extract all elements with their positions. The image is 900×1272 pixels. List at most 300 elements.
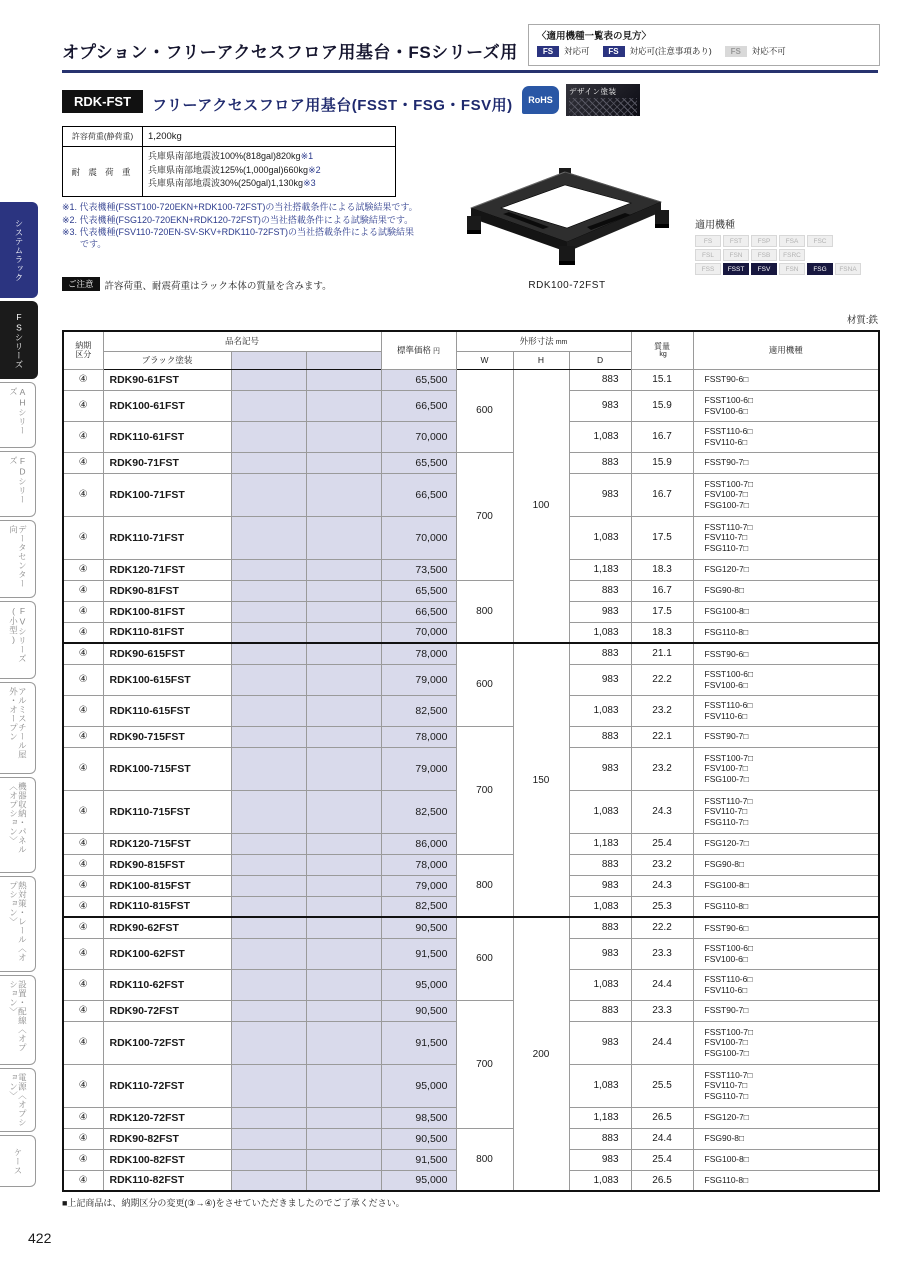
depth-cell: 883 <box>569 369 631 390</box>
width-cell: 800 <box>456 854 513 917</box>
depth-cell: 983 <box>569 1021 631 1064</box>
seismic-line <box>148 150 390 164</box>
applicable-model-line: FSV100-7□ <box>704 489 748 500</box>
variant-empty-cell <box>306 938 381 969</box>
variant-empty-cell <box>306 1149 381 1170</box>
applicable-model-line: FSST100-7□ <box>704 479 754 490</box>
note-line: ※1. 代表機種(FSST100-720EKN+RDK100-72FST)の当社搭載条件による試験結果です。 <box>62 202 418 212</box>
weight-cell: 18.3 <box>631 622 693 643</box>
model-badge: FSRC <box>779 249 805 261</box>
delivery-class-cell: ④ <box>63 473 103 516</box>
product-code-cell: RDK120-71FST <box>103 559 231 580</box>
applicable-models-cell <box>693 854 879 875</box>
test-condition-notes <box>62 202 422 251</box>
applicable-model-line: FSG90-8□ <box>704 859 745 870</box>
applicable-model-line: FSST110-7□ <box>704 796 753 807</box>
sidebar-tab: アルミスチール屋外・オープン <box>0 682 36 774</box>
delivery-class-cell: ④ <box>63 601 103 622</box>
depth-cell: 1,183 <box>569 1107 631 1128</box>
header-dimensions: 外形寸法 mm <box>456 331 631 351</box>
applicable-model-line: FSG90-8□ <box>704 585 745 596</box>
product-code-cell: RDK110-615FST <box>103 695 231 726</box>
model-badge: FST <box>723 235 749 247</box>
applicable-model-line: FSG100-8□ <box>704 606 749 617</box>
height-cell: 200 <box>513 917 569 1191</box>
variant-empty-cell <box>231 1128 306 1149</box>
delivery-class-cell: ④ <box>63 390 103 421</box>
variant-empty-cell <box>306 917 381 938</box>
width-cell: 600 <box>456 917 513 1000</box>
applicable-models-cell <box>693 747 879 790</box>
applicable-model-line: FSV110-7□ <box>704 1080 748 1091</box>
applicable-model-line: FSG110-7□ <box>704 542 749 553</box>
header-price: 標準価格 円 <box>381 331 456 369</box>
delivery-class-cell: ④ <box>63 643 103 664</box>
applicable-models-cell <box>693 790 879 833</box>
applicable-models-cell <box>693 601 879 622</box>
applicable-model-line: FSG100-7□ <box>704 773 749 784</box>
delivery-class-cell: ④ <box>63 1128 103 1149</box>
applicable-model-line: FSV110-6□ <box>704 436 748 447</box>
applicable-models-cell <box>693 580 879 601</box>
applicable-model-line: FSG110-7□ <box>704 1090 749 1101</box>
variant-empty-cell <box>306 833 381 854</box>
weight-cell: 24.4 <box>631 1021 693 1064</box>
applicable-models-cell <box>693 1170 879 1191</box>
depth-cell: 883 <box>569 580 631 601</box>
product-table-header <box>63 331 879 369</box>
sidebar-tab: 機器収納・パネル〈オプション〉 <box>0 777 36 873</box>
depth-cell: 983 <box>569 473 631 516</box>
sidebar-tab: FSシリーズ <box>0 301 38 379</box>
applicable-model-line: FSV110-7□ <box>704 532 748 543</box>
applicable-models-cell <box>693 726 879 747</box>
table-row <box>63 643 879 664</box>
seismic-line-ref: ※1 <box>300 151 314 161</box>
price-cell: 66,500 <box>381 601 456 622</box>
variant-empty-cell <box>231 390 306 421</box>
page-title: オプション・フリーアクセスフロア用基台・FSシリーズ用 <box>62 38 878 73</box>
depth-cell: 1,183 <box>569 559 631 580</box>
variant-empty-cell <box>231 726 306 747</box>
sidebar-tab: AHシリーズ <box>0 382 36 448</box>
variant-empty-cell <box>231 421 306 452</box>
delivery-class-cell: ④ <box>63 421 103 452</box>
applicable-model-line: FSST110-7□ <box>704 1070 753 1081</box>
variant-empty-cell <box>306 790 381 833</box>
seismic-line <box>148 164 390 178</box>
table-row <box>63 854 879 875</box>
weight-cell: 16.7 <box>631 580 693 601</box>
applicable-model-line: FSST110-7□ <box>704 522 753 533</box>
price-cell: 82,500 <box>381 896 456 917</box>
price-cell: 90,500 <box>381 1128 456 1149</box>
model-badge: FS <box>695 235 721 247</box>
header-h: H <box>513 351 569 369</box>
variant-empty-cell <box>306 622 381 643</box>
applicable-models-row <box>695 249 881 261</box>
applicable-model-line: FSST100-7□ <box>704 753 754 764</box>
variant-empty-cell <box>306 875 381 896</box>
delivery-class-cell: ④ <box>63 1064 103 1107</box>
weight-cell: 23.2 <box>631 854 693 875</box>
delivery-class-cell: ④ <box>63 790 103 833</box>
product-code-cell: RDK90-815FST <box>103 854 231 875</box>
variant-empty-cell <box>231 917 306 938</box>
spec-table <box>62 126 396 197</box>
model-badge: FSP <box>751 235 777 247</box>
delivery-class-cell: ④ <box>63 580 103 601</box>
weight-cell: 26.5 <box>631 1170 693 1191</box>
applicable-model-line: FSST90-6□ <box>704 922 749 933</box>
spec-row-seismic <box>63 146 395 196</box>
seismic-line-text: 兵庫県南部地震波125%(1,000gal)660kg <box>148 164 309 175</box>
product-code-cell: RDK90-715FST <box>103 726 231 747</box>
weight-cell: 23.2 <box>631 747 693 790</box>
depth-cell: 983 <box>569 390 631 421</box>
model-badge: FSNA <box>835 263 861 275</box>
applicable-model-line: FSST110-6□ <box>704 426 753 437</box>
depth-cell: 883 <box>569 452 631 473</box>
applicable-models-row <box>695 263 881 275</box>
design-paint-pattern <box>569 98 637 116</box>
variant-empty-cell <box>306 580 381 601</box>
depth-cell: 1,083 <box>569 516 631 559</box>
note-line: ※3. 代表機種(FSV110-720EN-SV-SKV+RDK110-72FST)の当社搭載条件による試験結果です。 <box>62 227 415 249</box>
product-header <box>62 90 513 115</box>
variant-empty-cell <box>306 1128 381 1149</box>
variant-empty-cell <box>231 1149 306 1170</box>
variant-empty-cell <box>306 1107 381 1128</box>
variant-empty-cell <box>306 969 381 1000</box>
variant-empty-cell <box>306 726 381 747</box>
depth-cell: 1,083 <box>569 421 631 452</box>
table-row <box>63 1128 879 1149</box>
depth-cell: 983 <box>569 601 631 622</box>
delivery-class-cell: ④ <box>63 896 103 917</box>
variant-empty-cell <box>231 601 306 622</box>
table-row <box>63 580 879 601</box>
price-cell: 78,000 <box>381 643 456 664</box>
depth-cell: 883 <box>569 1000 631 1021</box>
sidebar-tab: システムラック <box>0 202 38 298</box>
product-code-cell: RDK100-62FST <box>103 938 231 969</box>
price-cell: 91,500 <box>381 938 456 969</box>
weight-cell: 15.9 <box>631 390 693 421</box>
variant-empty-cell <box>231 969 306 1000</box>
spec-load-value: 1,200kg <box>148 131 182 142</box>
applicable-model-line: FSV100-6□ <box>704 405 748 416</box>
depth-cell: 883 <box>569 917 631 938</box>
applicable-model-line: FSV100-7□ <box>704 763 748 774</box>
variant-empty-cell <box>306 559 381 580</box>
product-code-cell: RDK120-72FST <box>103 1107 231 1128</box>
price-cell: 90,500 <box>381 917 456 938</box>
price-cell: 66,500 <box>381 473 456 516</box>
price-cell: 91,500 <box>381 1149 456 1170</box>
applicable-model-line: FSV100-6□ <box>704 679 748 690</box>
variant-empty-cell <box>231 695 306 726</box>
applicable-model-line: FSV100-7□ <box>704 1037 748 1048</box>
depth-cell: 1,083 <box>569 969 631 1000</box>
seismic-line-text: 兵庫県南部地震波30%(250gal)1,130kg <box>148 178 304 188</box>
variant-empty-cell <box>231 643 306 664</box>
applicable-models-cell <box>693 695 879 726</box>
product-code-cell: RDK90-62FST <box>103 917 231 938</box>
price-cell: 65,500 <box>381 369 456 390</box>
applicable-model-line: FSG110-7□ <box>704 816 749 827</box>
rack-base-illustration <box>443 146 691 278</box>
applicable-models-cell <box>693 1149 879 1170</box>
weight-cell: 16.7 <box>631 473 693 516</box>
applicable-models-cell <box>693 1021 879 1064</box>
rohs-icon: RoHS <box>522 86 559 114</box>
applicable-models-cell <box>693 473 879 516</box>
applicable-models-cell <box>693 369 879 390</box>
weight-cell: 23.2 <box>631 695 693 726</box>
product-code-cell: RDK90-71FST <box>103 452 231 473</box>
material-note: 材質:鉄 <box>846 315 878 326</box>
caution <box>62 277 332 292</box>
variant-empty-cell <box>306 643 381 664</box>
applicable-models-cell <box>693 1000 879 1021</box>
applicable-model-line: FSST100-7□ <box>704 1027 754 1038</box>
product-code-cell: RDK110-715FST <box>103 790 231 833</box>
weight-cell: 16.7 <box>631 421 693 452</box>
variant-empty-cell <box>231 580 306 601</box>
spec-load-label: 許容荷重(静荷重) <box>63 127 143 146</box>
weight-cell: 24.3 <box>631 875 693 896</box>
applicable-model-line: FSG100-7□ <box>704 499 749 510</box>
applicable-model-line: FSG90-8□ <box>704 1133 745 1144</box>
product-code-cell: RDK90-61FST <box>103 369 231 390</box>
design-paint-label: デザイン塗装 <box>569 87 617 96</box>
delivery-class-cell: ④ <box>63 726 103 747</box>
product-code-cell: RDK100-82FST <box>103 1149 231 1170</box>
product-code-cell: RDK100-615FST <box>103 664 231 695</box>
applicable-models-cell <box>693 1128 879 1149</box>
product-photo <box>443 146 691 278</box>
depth-cell: 1,083 <box>569 622 631 643</box>
applicable-models-grid <box>695 235 881 275</box>
delivery-class-cell: ④ <box>63 664 103 695</box>
depth-cell: 1,083 <box>569 896 631 917</box>
variant-empty-cell <box>306 695 381 726</box>
product-code-cell: RDK110-72FST <box>103 1064 231 1107</box>
header-delivery: 納期 区分 <box>63 331 103 369</box>
weight-cell: 23.3 <box>631 938 693 969</box>
sidebar-tab: FVシリーズ(小型) <box>0 601 36 679</box>
depth-cell: 983 <box>569 664 631 695</box>
price-cell: 78,000 <box>381 854 456 875</box>
applicable-model-line: FSST90-7□ <box>704 1005 749 1016</box>
weight-cell: 24.4 <box>631 1128 693 1149</box>
width-cell: 600 <box>456 643 513 726</box>
applicable-models-cell <box>693 833 879 854</box>
variant-empty-cell <box>306 452 381 473</box>
price-cell: 95,000 <box>381 1064 456 1107</box>
product-code-cell: RDK110-62FST <box>103 969 231 1000</box>
price-cell: 65,500 <box>381 452 456 473</box>
product-code-cell: RDK90-72FST <box>103 1000 231 1021</box>
applicable-model-line: FSST90-7□ <box>704 457 749 468</box>
sidebar-tab: データセンター向 <box>0 520 36 598</box>
applicable-models-cell <box>693 896 879 917</box>
weight-cell: 17.5 <box>631 601 693 622</box>
model-badge: FSG <box>807 263 833 275</box>
variant-empty-cell <box>306 421 381 452</box>
delivery-class-cell: ④ <box>63 1149 103 1170</box>
variant-empty-cell <box>306 1064 381 1107</box>
caution-badge: ご注意 <box>62 277 100 291</box>
variant-empty-cell <box>231 473 306 516</box>
weight-cell: 26.5 <box>631 1107 693 1128</box>
price-cell: 95,000 <box>381 1170 456 1191</box>
applicable-models-cell <box>693 390 879 421</box>
product-code-cell: RDK100-72FST <box>103 1021 231 1064</box>
caution-text: 許容荷重、耐震荷重はラック本体の質量を含みます。 <box>104 281 332 292</box>
applicable-model-line: FSST100-6□ <box>704 669 754 680</box>
applicable-model-line: FSST90-6□ <box>704 648 749 659</box>
product-code-cell: RDK90-82FST <box>103 1128 231 1149</box>
variant-empty-cell <box>306 369 381 390</box>
weight-cell: 25.4 <box>631 1149 693 1170</box>
product-table <box>62 330 878 1192</box>
depth-cell: 1,183 <box>569 833 631 854</box>
legend-item-label: 対応不可 <box>751 46 786 56</box>
price-cell: 82,500 <box>381 695 456 726</box>
header-weight: 質量 kg <box>631 331 693 369</box>
applicable-model-line: FSV110-6□ <box>704 710 748 721</box>
weight-cell: 25.3 <box>631 896 693 917</box>
delivery-class-cell: ④ <box>63 747 103 790</box>
variant-empty-cell <box>306 747 381 790</box>
spec-seismic-label: 耐 震 荷 重 <box>63 147 143 196</box>
model-badge: FSN <box>723 249 749 261</box>
variant-empty-cell <box>306 1021 381 1064</box>
product-code-cell: RDK120-715FST <box>103 833 231 854</box>
weight-cell: 23.3 <box>631 1000 693 1021</box>
applicable-model-line: FSST110-6□ <box>704 700 753 711</box>
depth-cell: 983 <box>569 747 631 790</box>
variant-empty-cell <box>231 896 306 917</box>
variant-empty-cell <box>231 452 306 473</box>
depth-cell: 883 <box>569 1128 631 1149</box>
variant-empty-cell <box>231 854 306 875</box>
header-black-paint: ブラック塗装 <box>103 351 231 369</box>
delivery-class-cell: ④ <box>63 833 103 854</box>
width-cell: 800 <box>456 580 513 643</box>
weight-cell: 25.4 <box>631 833 693 854</box>
header-product-code: 品名記号 <box>103 331 381 351</box>
width-cell: 700 <box>456 1000 513 1128</box>
applicable-models-title: 適用機種 <box>695 220 735 231</box>
depth-cell: 983 <box>569 1149 631 1170</box>
price-cell: 95,000 <box>381 969 456 1000</box>
price-cell: 70,000 <box>381 516 456 559</box>
delivery-class-cell: ④ <box>63 1021 103 1064</box>
product-code-badge: RDK-FST <box>62 90 143 113</box>
header-variant-empty-2 <box>306 351 381 369</box>
variant-empty-cell <box>231 369 306 390</box>
delivery-class-cell: ④ <box>63 969 103 1000</box>
applicable-model-line: FSV110-6□ <box>704 984 748 995</box>
applicable-model-line: FSST90-7□ <box>704 731 749 742</box>
seismic-line <box>148 177 390 191</box>
sidebar-tab: ケース <box>0 1135 36 1187</box>
note-line: ※2. 代表機種(FSG120-720EKN+RDK120-72FST)の当社搭載条件による試験結果です。 <box>62 214 414 225</box>
sidebar-tab: 熱対策・レール〈オプション〉 <box>0 876 36 972</box>
product-code-cell: RDK110-71FST <box>103 516 231 559</box>
design-paint-icon <box>566 84 640 116</box>
applicable-models-row <box>695 235 881 247</box>
model-badge: FSST <box>723 263 749 275</box>
table-row <box>63 917 879 938</box>
variant-empty-cell <box>231 833 306 854</box>
width-cell: 700 <box>456 726 513 854</box>
depth-cell: 883 <box>569 726 631 747</box>
table-row <box>63 369 879 390</box>
variant-empty-cell <box>231 622 306 643</box>
applicable-models-cell <box>693 664 879 695</box>
weight-cell: 15.9 <box>631 452 693 473</box>
variant-empty-cell <box>306 1000 381 1021</box>
model-badge: FSA <box>779 235 805 247</box>
sidebar <box>0 202 42 1190</box>
variant-empty-cell <box>306 664 381 695</box>
height-cell: 150 <box>513 643 569 917</box>
delivery-class-cell: ④ <box>63 559 103 580</box>
model-badge: FSV <box>751 263 777 275</box>
variant-empty-cell <box>306 516 381 559</box>
variant-empty-cell <box>231 875 306 896</box>
header-w: W <box>456 351 513 369</box>
weight-cell: 24.3 <box>631 790 693 833</box>
weight-cell: 15.1 <box>631 369 693 390</box>
legend-title: 〈適用機種一覧表の見方〉 <box>537 31 652 42</box>
applicable-models-cell <box>693 875 879 896</box>
depth-cell: 983 <box>569 938 631 969</box>
applicable-model-line: FSG120-7□ <box>704 1112 749 1123</box>
applicable-model-line: FSST100-6□ <box>704 943 754 954</box>
applicable-model-line: FSG110-8□ <box>704 901 749 912</box>
variant-empty-cell <box>231 1107 306 1128</box>
price-cell: 90,500 <box>381 1000 456 1021</box>
width-cell: 800 <box>456 1128 513 1191</box>
sidebar-tab: 設置・配線〈オプション〉 <box>0 975 36 1065</box>
delivery-class-cell: ④ <box>63 369 103 390</box>
product-table-body <box>63 369 879 1191</box>
variant-empty-cell <box>231 516 306 559</box>
delivery-class-cell: ④ <box>63 622 103 643</box>
variant-empty-cell <box>306 896 381 917</box>
price-cell: 82,500 <box>381 790 456 833</box>
product-code-cell: RDK110-82FST <box>103 1170 231 1191</box>
legend-fs-badge: FS <box>603 46 625 57</box>
applicable-models-cell <box>693 969 879 1000</box>
header-applicable-models: 適用機種 <box>693 331 879 369</box>
product-code-cell: RDK100-715FST <box>103 747 231 790</box>
weight-cell: 22.2 <box>631 664 693 695</box>
variant-empty-cell <box>231 664 306 695</box>
applicable-model-line: FSG120-7□ <box>704 838 749 849</box>
price-cell: 70,000 <box>381 421 456 452</box>
table-row <box>63 452 879 473</box>
delivery-class-cell: ④ <box>63 1107 103 1128</box>
product-code-cell: RDK90-615FST <box>103 643 231 664</box>
sidebar-tab: 電源〈オプション〉 <box>0 1068 36 1132</box>
product-code-cell: RDK110-81FST <box>103 622 231 643</box>
